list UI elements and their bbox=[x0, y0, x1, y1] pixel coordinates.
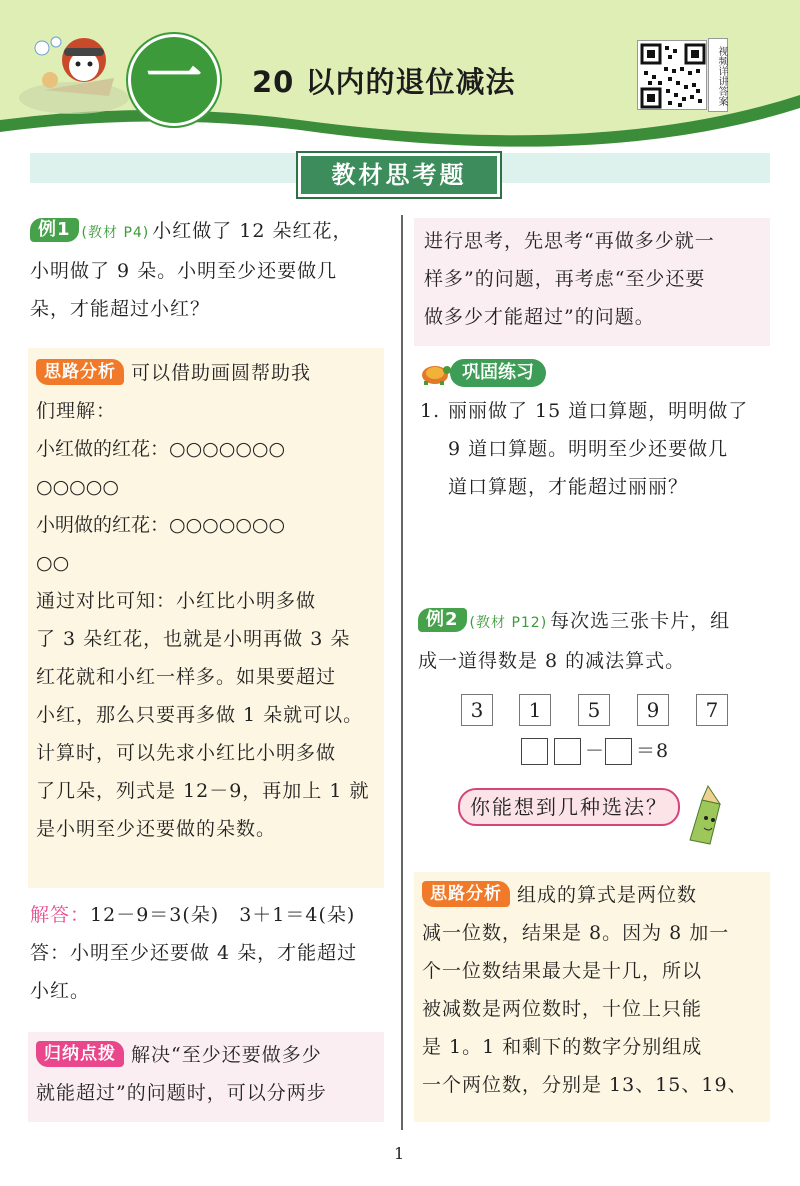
pencil-character-icon bbox=[680, 780, 730, 850]
analysis1-line: ○○ bbox=[36, 552, 70, 574]
example2-source: (教材 P12) bbox=[469, 615, 548, 631]
section-banner: 教材思考题 bbox=[298, 153, 500, 197]
analysis1-line: 们理解： bbox=[36, 400, 117, 422]
analysis1-line: ○○○○○ bbox=[36, 476, 119, 498]
example1-question-line: 小红做了 12 朵红花， bbox=[152, 220, 353, 242]
analysis1-tag: 思路分析 bbox=[36, 359, 124, 385]
analysis1-line: 小红，那么只要再多做 1 朵就可以。 bbox=[36, 704, 364, 726]
summary-line: 进行思考，先思考“再做多少就一 bbox=[424, 230, 715, 252]
answer-blank[interactable] bbox=[554, 738, 581, 765]
analysis1-text bbox=[36, 354, 381, 848]
tortoise-icon bbox=[418, 357, 452, 387]
summary-line: 样多”的问题，再考虑“至少还要 bbox=[424, 268, 706, 290]
analysis1-line: 小明做的红花：○○○○○○○ bbox=[36, 514, 286, 536]
analysis2-text bbox=[422, 876, 770, 1104]
answer1 bbox=[30, 896, 390, 1010]
analysis1-line: 可以借助画圆帮助我 bbox=[131, 362, 312, 384]
summary-line: 就能超过”的问题时，可以分两步 bbox=[36, 1082, 327, 1104]
analysis2-line: 是 1。1 和剩下的数字分别组成 bbox=[422, 1036, 703, 1058]
practice-line: 丽丽做了 15 道口算题，明明做了 bbox=[448, 400, 749, 422]
analysis2-tag: 思路分析 bbox=[422, 881, 510, 907]
summary-text-right bbox=[424, 222, 769, 336]
page-number: 1 bbox=[394, 1144, 405, 1163]
example1-question-line: 小明做了 9 朵。小明至少还要做几 bbox=[30, 260, 338, 282]
practice-tag: 巩固练习 bbox=[450, 359, 546, 387]
analysis2-line: 一个两位数，分别是 13、15、19、 bbox=[422, 1074, 748, 1096]
number-card: 5 bbox=[578, 694, 610, 726]
answer1-line: 小红。 bbox=[30, 980, 91, 1002]
analysis2-line: 个一位数结果最大是十几，所以 bbox=[422, 960, 703, 982]
number-card: 3 bbox=[461, 694, 493, 726]
answer1-line: 答：小明至少还要做 4 朵，才能超过 bbox=[30, 942, 358, 964]
summary-line: 解决“至少还要做多少 bbox=[131, 1044, 322, 1066]
summary-tag: 归纳点拨 bbox=[36, 1041, 124, 1067]
mascot-pilot-icon bbox=[14, 18, 134, 128]
speech-bubble: 你能想到几种选法？ bbox=[458, 788, 680, 826]
analysis1-line: 小红做的红花：○○○○○○○ bbox=[36, 438, 286, 460]
example2-tag: 例2 bbox=[418, 608, 467, 632]
summary-line: 做多少才能超过”的问题。 bbox=[424, 306, 655, 328]
number-card: 7 bbox=[696, 694, 728, 726]
example2-question bbox=[418, 602, 778, 680]
answer-blank[interactable] bbox=[521, 738, 548, 765]
answer1-formula: 12－9＝3(朵) 3＋1＝4(朵) bbox=[90, 904, 356, 926]
analysis1-line: 红花就和小红一样多。如果要超过 bbox=[36, 666, 337, 688]
analysis1-line: 了几朵，列式是 12－9，再加上 1 就 bbox=[36, 780, 370, 802]
number-card: 1 bbox=[519, 694, 551, 726]
practice-question bbox=[448, 392, 778, 506]
column-divider bbox=[401, 215, 403, 1130]
qr-code-icon[interactable] bbox=[637, 40, 707, 110]
example1-question bbox=[30, 212, 390, 328]
answer1-label: 解答： bbox=[30, 904, 91, 926]
example2-question-line: 每次选三张卡片，组 bbox=[550, 610, 731, 632]
minus-sign: － bbox=[584, 740, 605, 762]
analysis1-line: 是小明至少还要做的朵数。 bbox=[36, 818, 277, 840]
summary-text-left bbox=[36, 1036, 381, 1112]
analysis1-line: 计算时，可以先求小红比小明多做 bbox=[36, 742, 337, 764]
analysis2-line: 被减数是两位数时，十位上只能 bbox=[422, 998, 703, 1020]
chapter-number-badge: 一 bbox=[128, 34, 220, 126]
example2-question-line: 成一道得数是 8 的减法算式。 bbox=[418, 650, 686, 672]
example1-tag: 例1 bbox=[30, 218, 79, 242]
practice-line: 道口算题，才能超过丽丽？ bbox=[448, 476, 689, 498]
analysis1-line: 通过对比可知：小红比小明多做 bbox=[36, 590, 317, 612]
chapter-title: 20 以内的退位减法 bbox=[252, 65, 516, 99]
practice-item-number: 1. bbox=[420, 400, 441, 422]
qr-caption: 视频详讲答案 bbox=[708, 38, 728, 112]
analysis2-line: 组成的算式是两位数 bbox=[517, 884, 698, 906]
example1-source: (教材 P4) bbox=[81, 225, 150, 241]
page-header bbox=[0, 0, 800, 150]
analysis2-line: 减一位数，结果是 8。因为 8 加一 bbox=[422, 922, 730, 944]
equals-eight: ＝8 bbox=[636, 740, 670, 762]
analysis1-line: 了 3 朵红花，也就是小明再做 3 朵 bbox=[36, 628, 351, 650]
number-card: 9 bbox=[637, 694, 669, 726]
answer-blank[interactable] bbox=[605, 738, 632, 765]
example1-question-line: 朵，才能超过小红？ bbox=[30, 298, 211, 320]
practice-line: 9 道口算题。明明至少还要做几 bbox=[448, 438, 729, 460]
